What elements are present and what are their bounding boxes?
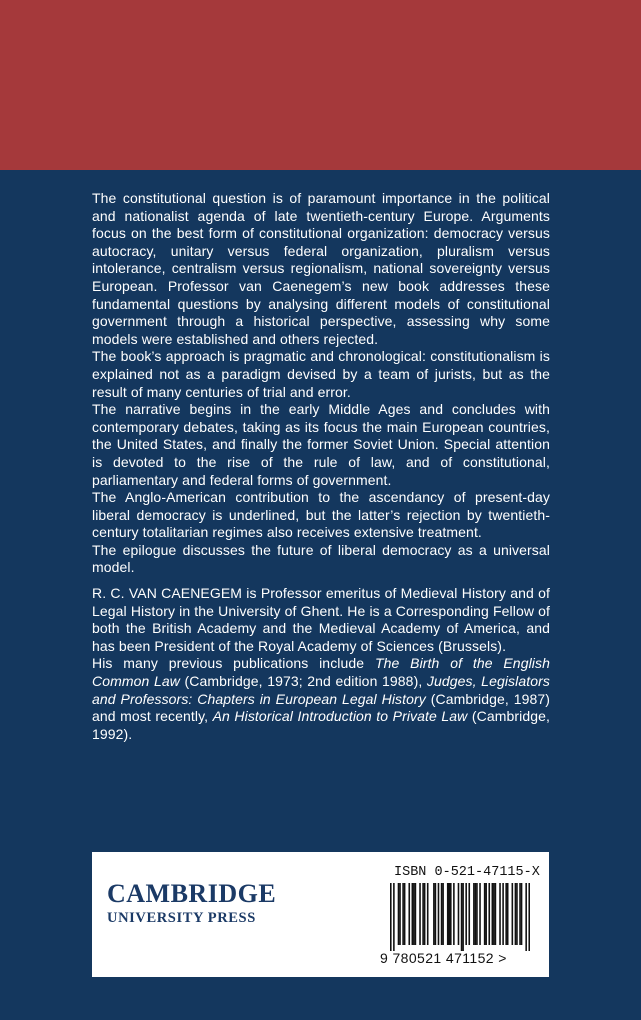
barcode-bar [448, 883, 450, 945]
barcode-bar [447, 883, 449, 945]
barcode-bar [473, 883, 475, 945]
barcode-bar [433, 883, 435, 945]
blurb-paragraph-4: The Anglo-American contribution to the ascendancy of present-day liberal democracy is underlined, but the latter’s rejection by twentieth-century totalitarian regimes also receives extensive treatment. [92, 489, 550, 541]
barcode-bar [515, 883, 517, 945]
barcode-bar [419, 883, 421, 945]
barcode [390, 883, 530, 951]
publisher-barcode-label [92, 852, 549, 977]
top-color-band [0, 0, 641, 170]
barcode-bar [528, 883, 530, 951]
barcode-bar [512, 883, 514, 945]
barcode-bar [499, 883, 501, 945]
barcode-bar [450, 883, 452, 945]
isbn-label: ISBN 0-521-47115-X [394, 865, 540, 880]
barcode-bar [493, 883, 495, 945]
barcode-bar [427, 883, 429, 945]
barcode-bar [453, 883, 455, 945]
publication-detail: (Cambridge, 1973; 2nd edition 1988), [179, 673, 427, 690]
barcode-bar [402, 883, 404, 945]
barcode-bar [404, 883, 406, 945]
barcode-bar [398, 883, 400, 945]
barcode-bar [495, 883, 497, 945]
publisher-logo: CAMBRIDGE [107, 879, 277, 908]
blurb-paragraph-3: The narrative begins in the early Middle Ages and concludes with contemporary debates, taking as its focus the main European countries, the United States, and finally the former Soviet Union. Special attention is devoted to the rise of the rule of law, and of constitutional, parliamentary and federal forms of government. [92, 401, 550, 488]
barcode-bar [435, 883, 437, 945]
barcode-bar [475, 883, 477, 945]
publisher-logo-subtitle: UNIVERSITY PRESS [107, 910, 256, 926]
barcode-bar [442, 883, 444, 945]
barcode-bar [399, 883, 401, 945]
barcode-bar [479, 883, 481, 945]
author-bio: R. C. VAN CAENEGEM is Professor emeritus of Medieval History and of Legal History in the University of Ghent. He is a Corresponding Fellow of both the British Academy and the Medieval Academy of America, and has been President of the Royal Academy of Sciences (Brussels). [92, 585, 550, 654]
barcode-bar [502, 883, 504, 945]
publications-intro: His many previous publications include [92, 655, 375, 672]
barcode-bar [441, 883, 443, 945]
blurb-paragraph-1: The constitutional question is of paramount importance in the political and nationalist agenda of late twentieth-century Europe. Arguments focus on the best form of constitutional organization: democracy versus autocracy, unitary versus federal organization, pluralism versus intolerance, centralism versus regionalism, national sovereignty versus European. Professor van Caenegem’s new book addresses these fundamental questions by analysing different models of constitutional government through a historical perspective, assessing why some models were established and others rejected. [92, 190, 550, 347]
barcode-bar [516, 883, 518, 945]
barcode-bar [505, 883, 507, 945]
barcode-bar [438, 883, 440, 945]
barcode-bar [415, 883, 417, 945]
barcode-bar [492, 883, 494, 945]
blurb-paragraph-2: The book’s approach is pragmatic and chronological: constitutionalism is explained not as a paradigm devised by a team of jurists, but as the result of many centuries of trial and error. [92, 348, 550, 400]
barcode-bar [488, 883, 490, 945]
barcode-number: 9 780521 471152 > [380, 950, 507, 966]
barcode-bar [507, 883, 509, 945]
barcode-bar [458, 883, 460, 945]
publication-detail: (Cambridge, 1992). [92, 708, 550, 742]
barcode-bar [408, 883, 410, 945]
barcode-bar [461, 883, 463, 951]
barcode-bar [484, 883, 486, 945]
barcode-bar [462, 883, 464, 951]
barcode-bar [424, 883, 426, 945]
barcode-bar [485, 883, 487, 945]
barcode-bar [465, 883, 467, 945]
publication-title: Judges, Legislators and Professors: Chapters in European Legal History [92, 673, 550, 707]
barcode-bar [525, 883, 527, 951]
author-publications [92, 655, 550, 743]
barcode-bar [393, 883, 395, 951]
barcode-bar [468, 883, 470, 945]
publication-detail: (Cambridge, 1987) and most recently, [92, 690, 550, 725]
barcode-bar [476, 883, 478, 945]
barcode-bar [412, 883, 414, 945]
barcode-bar [519, 883, 521, 945]
publication-title: An Historical Introduction to Private Law [212, 708, 468, 725]
back-cover-blurb [92, 190, 550, 743]
barcode-bar [521, 883, 523, 945]
barcode-bar [390, 883, 392, 951]
blurb-paragraph-5: The epilogue discusses the future of liberal democracy as a universal model. [92, 541, 550, 576]
publication-title: The Birth of the English Common Law [92, 655, 550, 690]
barcode-bar [422, 883, 424, 945]
barcode-bar [413, 883, 415, 945]
